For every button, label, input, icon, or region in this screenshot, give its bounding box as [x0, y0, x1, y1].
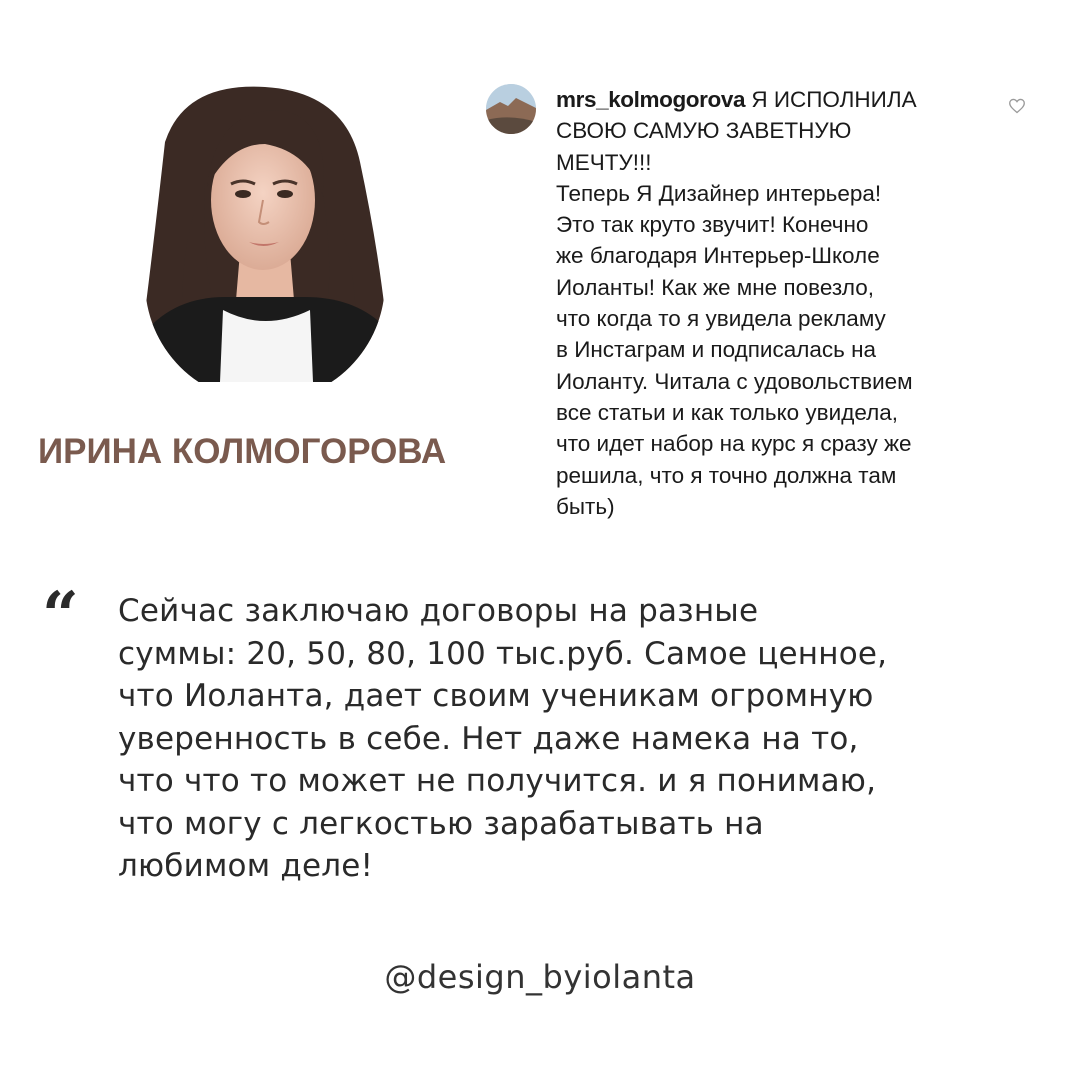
portrait-image	[145, 82, 385, 390]
comment-username[interactable]: mrs_kolmogorova	[556, 87, 746, 112]
avatar-image	[486, 84, 536, 134]
instagram-comment	[556, 84, 996, 522]
instagram-handle: @design_byiolanta	[384, 958, 696, 996]
commenter-avatar[interactable]	[486, 84, 536, 134]
person-name: ИРИНА КОЛМОГОРОВА	[38, 432, 447, 471]
testimonial-text: Сейчас заключаю договоры на разные суммы: 20, 50, 80, 100 тыс.руб. Самое ценное, что Иоланта, дает своим ученикам огромную уверенность в себе. Нет даже намека на то, что что то может не получится. и я понимаю, что могу с легкостью зарабатывать на любимом деле!	[118, 593, 888, 884]
comment-text: Я ИСПОЛНИЛА СВОЮ САМУЮ ЗАВЕТНУЮ МЕЧТУ!!! Теперь Я Дизайнер интерьера! Это так круто звучит! Конечно же благодаря Интерьер-Школе Иоланты! Как же мне повезло, что когда то я увидела рекламу в Инстаграм и подписалась на Иоланту. Читала с удовольствием все статьи и как только увидела, что идет набор на курс я сразу же решила, что я точно должна там быть)	[556, 87, 917, 519]
quote-mark: “	[42, 578, 79, 653]
heart-outline-icon[interactable]	[1008, 98, 1026, 114]
profile-portrait	[145, 82, 385, 390]
